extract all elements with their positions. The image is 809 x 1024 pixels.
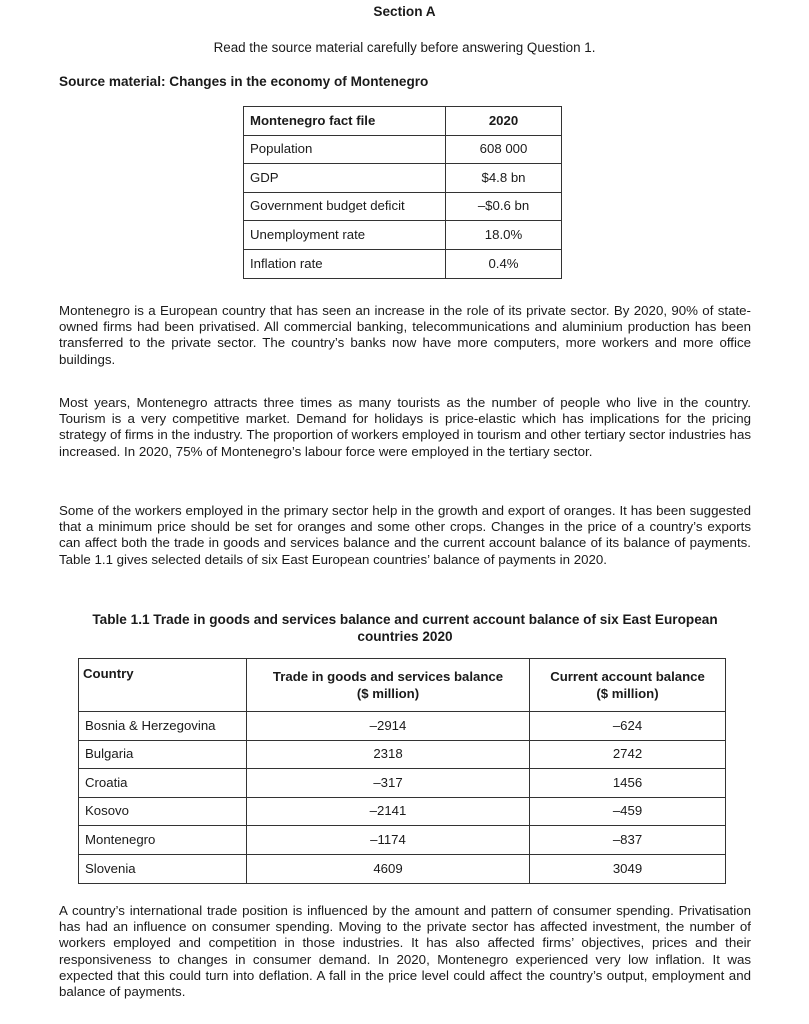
fact-file-label: Population — [244, 135, 446, 164]
trade-table-header-row — [79, 659, 726, 712]
trade-balance-value: –2141 — [247, 797, 530, 826]
fact-file-header-row — [244, 107, 562, 136]
paragraph-primary-sector: Some of the workers employed in the primary sector help in the growth and export of oranges. It has been suggested that a minimum price should be set for oranges and some other crops. Changes in the price of a country’s exports can affect both the trade in goods and services balance and the current account balance of its balance of payments. Table 1.1 gives selected details of six East European countries’ balance of payments in 2020. — [59, 503, 751, 567]
section-title: Section A — [373, 4, 436, 19]
fact-file-header-label: Montenegro fact file — [244, 107, 446, 136]
fact-file-row — [244, 192, 562, 221]
current-account-value: –837 — [530, 826, 726, 855]
paragraph-tourism: Most years, Montenegro attracts three times as many tourists as the number of people who live in the country. Tourism is a very competitive market. Demand for holidays is price-elastic which has implications for the pricing strategy of firms in the industry. The proportion of workers employed in tourism and other tertiary sector industries has increased. In 2020, 75% of Montenegro’s labour force were employed in the tertiary sector. — [59, 395, 751, 459]
country-name: Bulgaria — [79, 740, 247, 769]
country-name: Croatia — [79, 769, 247, 798]
country-name: Kosovo — [79, 797, 247, 826]
current-account-value: –459 — [530, 797, 726, 826]
fact-file-table — [243, 106, 562, 279]
country-name: Slovenia — [79, 854, 247, 883]
fact-file-label: Unemployment rate — [244, 221, 446, 250]
fact-file-value: 0.4% — [446, 249, 562, 278]
fact-file-value: $4.8 bn — [446, 164, 562, 193]
header-trade-balance-unit: ($ million) — [356, 686, 420, 701]
table-row — [79, 797, 726, 826]
table-1-1-caption: Table 1.1 Trade in goods and services balance and current account balance of six East European countries 2020 — [92, 612, 718, 644]
trade-balance-value: –1174 — [247, 826, 530, 855]
fact-file-header-year: 2020 — [446, 107, 562, 136]
table-row — [79, 740, 726, 769]
paragraph-consumer-spending: A country’s international trade position is influenced by the amount and pattern of consumer spending. Privatisation has had an influence on consumer spending. Moving to the private sector has affected investment, the number of workers employed and competition in those industries. It has also affected firms’ objectives, prices and their responsiveness to changes in consumer demand. In 2020, Montenegro experienced very low inflation. It was expected that this could turn into deflation. A fall in the price level could affect the country’s output, employment and balance of payments. — [59, 903, 751, 1000]
header-current-account — [530, 659, 726, 712]
fact-file-label: Inflation rate — [244, 249, 446, 278]
fact-file-row — [244, 135, 562, 164]
current-account-value: 2742 — [530, 740, 726, 769]
table-row — [79, 712, 726, 741]
source-heading: Source material: Changes in the economy of Montenegro — [59, 74, 429, 89]
country-name: Montenegro — [79, 826, 247, 855]
current-account-value: 1456 — [530, 769, 726, 798]
fact-file-label: Government budget deficit — [244, 192, 446, 221]
header-current-account-title: Current account balance — [550, 669, 705, 684]
table-row — [79, 854, 726, 883]
header-country: Country — [79, 659, 247, 712]
trade-balance-value: 2318 — [247, 740, 530, 769]
header-trade-balance-title: Trade in goods and services balance — [272, 669, 504, 684]
header-current-account-unit: ($ million) — [596, 686, 659, 701]
table-row — [79, 826, 726, 855]
fact-file-value: 608 000 — [446, 135, 562, 164]
paragraph-privatisation: Montenegro is a European country that has seen an increase in the role of its private sector. By 2020, 90% of state-owned firms had been privatised. All commercial banking, telecommunications and aluminium production has been transferred to the private sector. The country’s banks now have more computers, more workers and more office buildings. — [59, 303, 751, 367]
header-trade-balance — [247, 659, 530, 712]
fact-file-value: –$0.6 bn — [446, 192, 562, 221]
trade-balance-value: 4609 — [247, 854, 530, 883]
fact-file-label: GDP — [244, 164, 446, 193]
trade-balance-value: –2914 — [247, 712, 530, 741]
current-account-value: 3049 — [530, 854, 726, 883]
trade-balance-value: –317 — [247, 769, 530, 798]
current-account-value: –624 — [530, 712, 726, 741]
fact-file-row — [244, 221, 562, 250]
table-row — [79, 769, 726, 798]
fact-file-value: 18.0% — [446, 221, 562, 250]
fact-file-row — [244, 164, 562, 193]
trade-balance-table — [78, 658, 726, 884]
country-name: Bosnia & Herzegovina — [79, 712, 247, 741]
instruction-text: Read the source material carefully before answering Question 1. — [213, 40, 596, 55]
fact-file-row — [244, 249, 562, 278]
